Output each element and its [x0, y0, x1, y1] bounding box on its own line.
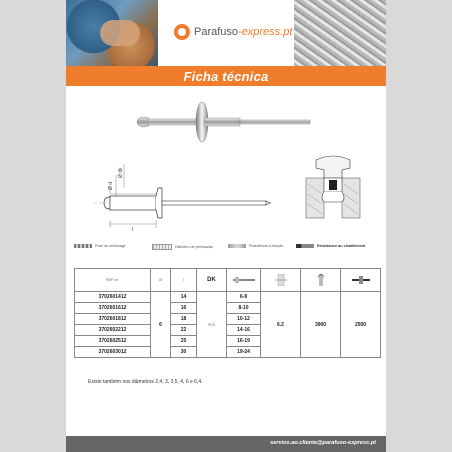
legend-label: Resistência à tracção: [249, 244, 284, 248]
legend-item-shear: [296, 244, 365, 248]
legend-label: Diâmetro de perfuração: [175, 245, 213, 249]
ref-cell: 3702601812: [75, 314, 151, 325]
page-title: Ficha técnica: [183, 68, 269, 84]
shear-icon: [352, 275, 370, 285]
head-diameter-label: Ø dk: [118, 167, 124, 178]
availability-note: Existe também nos diâmetros 2,4, 3, 3,5, 4, 6 e 6,4.: [88, 379, 203, 385]
rivet-section-view: [302, 150, 366, 226]
brand-logo[interactable]: [174, 24, 292, 40]
traction-icon: [228, 244, 246, 248]
rivet-technical-drawing: [66, 150, 286, 240]
traction-cell: 3900: [301, 292, 341, 358]
drill-diameter-icon: [274, 274, 288, 286]
brand-name: Parafuso: [194, 26, 239, 38]
drill-diameter-icon: [152, 244, 172, 250]
screw-logo-icon: [174, 24, 190, 40]
traction-icon: [313, 274, 329, 286]
header-ref: REF ve.: [75, 269, 151, 292]
brand-accent: -express.pt: [238, 26, 293, 38]
length-cell: 22: [171, 325, 197, 336]
title-banner: [66, 66, 386, 86]
screws-photo: [294, 0, 386, 66]
header-dk: DK: [197, 269, 227, 292]
customer-service-email[interactable]: servico.ao.cliente@parafuso-express.pt: [270, 440, 376, 446]
length-cell: 30: [171, 347, 197, 358]
rivet-photo: [130, 100, 320, 146]
drill-cell: 6.2: [261, 292, 301, 358]
header-grip: [227, 269, 261, 292]
diameter-label: Ø d: [108, 181, 114, 190]
header-drill: [261, 269, 301, 292]
legend-item-drill: [152, 244, 213, 250]
footer: [66, 436, 386, 452]
grip-cell: 8-10: [227, 303, 261, 314]
hand-image: [100, 20, 140, 46]
grip-cell: 10-12: [227, 314, 261, 325]
spec-table: [74, 268, 381, 358]
product-sheet: [66, 0, 386, 452]
ref-cell: 3702602212: [75, 325, 151, 336]
legend-item-grip: [74, 244, 126, 248]
shear-icon: [296, 244, 314, 248]
length-label: l: [132, 227, 134, 233]
legend-item-traction: [228, 244, 283, 248]
header-traction: [301, 269, 341, 292]
ref-cell: 3702603012: [75, 347, 151, 358]
header-shear: [341, 269, 381, 292]
grip-cell: 19-24: [227, 347, 261, 358]
legend-label: Résistance au cisaillement: [317, 244, 366, 248]
dk-cell: FLS: [197, 292, 227, 358]
table-header-row: [75, 269, 381, 292]
ref-cell: 3702601412: [75, 292, 151, 303]
header-diameter: Ø: [151, 269, 171, 292]
diameter-cell: 6: [151, 292, 171, 358]
length-cell: 18: [171, 314, 197, 325]
ref-cell: 3702601612: [75, 303, 151, 314]
header-length: l: [171, 269, 197, 292]
legend-label: Prise de sertissage: [95, 244, 126, 248]
length-cell: 25: [171, 336, 197, 347]
workshop-photo: [66, 0, 158, 66]
ref-cell: 3702602512: [75, 336, 151, 347]
length-cell: 14: [171, 292, 197, 303]
pull-strength-icon: [233, 276, 255, 284]
shear-cell: 2500: [341, 292, 381, 358]
pull-strength-icon: [74, 244, 92, 248]
legend: [74, 244, 380, 258]
grip-cell: 14-16: [227, 325, 261, 336]
table-row: [75, 292, 381, 303]
grip-cell: 6-8: [227, 292, 261, 303]
length-cell: 16: [171, 303, 197, 314]
grip-cell: 16-19: [227, 336, 261, 347]
